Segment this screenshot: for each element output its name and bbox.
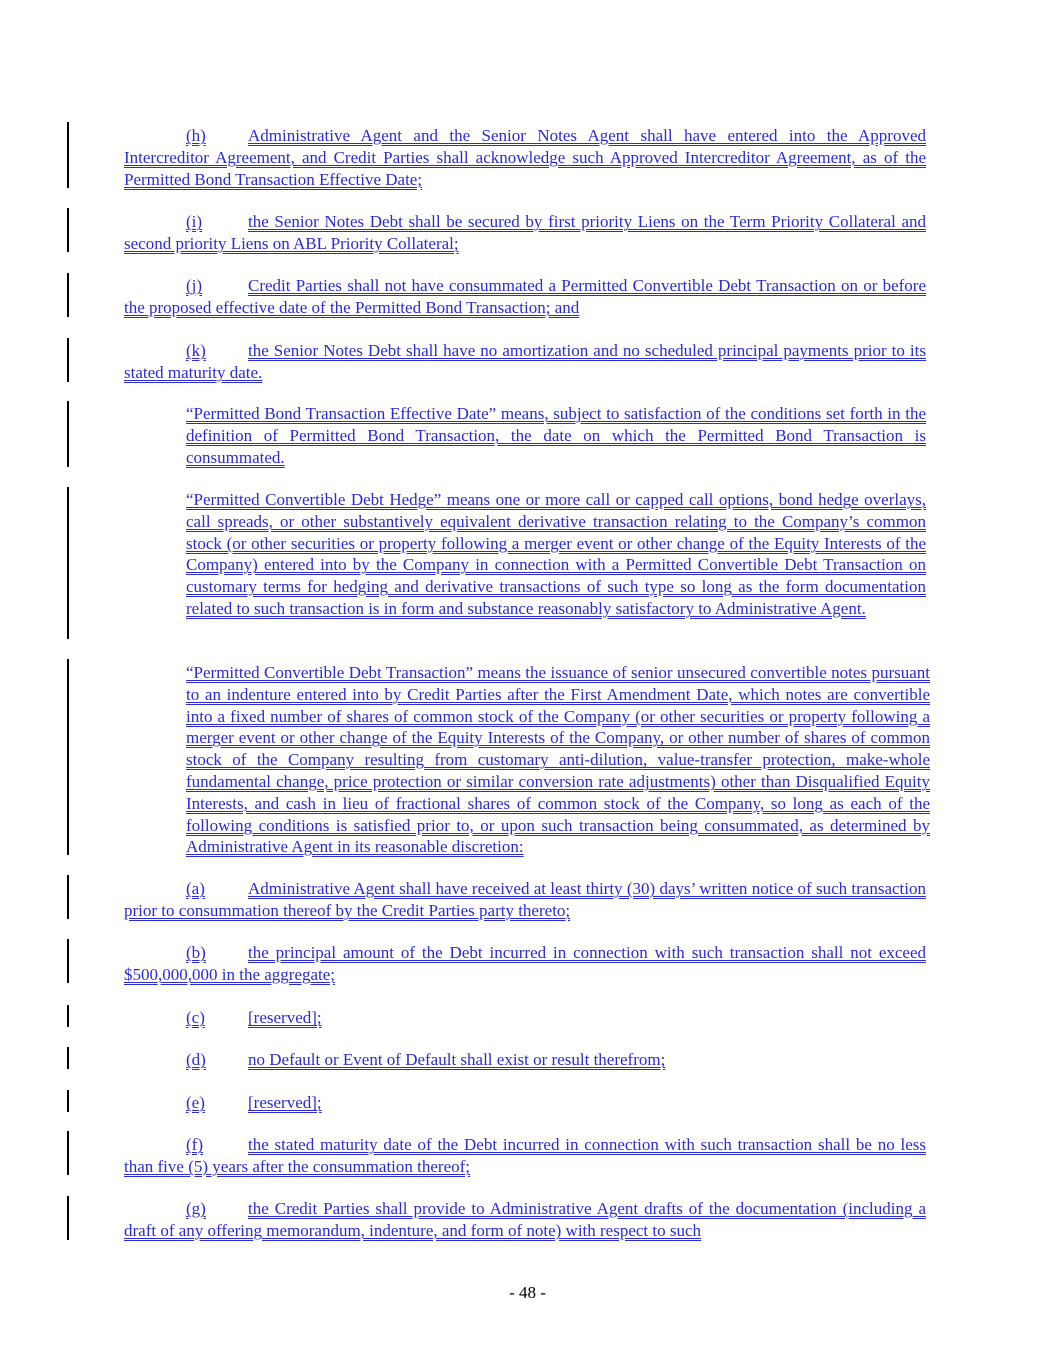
clause-label: (i) [186, 212, 203, 231]
definition-text: “Permitted Convertible Debt Transaction” means the issuance of senior unsecured convertible notes pursuant to an indenture entered into by Credit Parties after the First Amendment Date, which notes are convertible into a fixed number of shares of common stock of the Company (or other securities or property following a merger event or other change of the Equity Interests of the Company, or other number of shares of common stock of the Company resulting from customary anti-dilution, value-transfer protection, make-whole fundamental change, price protection or similar conversion rate adjustments) other than Disqualified Equity Interests, and cash in lieu of fractional shares of common stock of the Company, so long as each of the following conditions is satisfied prior to, or upon such transaction being consummated, as determined by Administrative Agent in its reasonable discretion: [186, 663, 930, 857]
clause-text: the Senior Notes Debt shall have no amortization and no scheduled principal payments prior to its stated maturity date. [124, 341, 926, 382]
clause-label: (h) [186, 126, 206, 145]
change-bar [67, 875, 69, 919]
clause-text: the principal amount of the Debt incurred in connection with such transaction shall not exceed $500,000,000 in the aggregate; [124, 943, 926, 984]
change-bar [67, 1196, 69, 1240]
change-bar [67, 1131, 69, 1175]
clause-text: the stated maturity date of the Debt incurred in connection with such transaction shall be no less than five (5) years after the consummation thereof; [124, 1135, 926, 1176]
page-number: - 48 - [509, 1283, 546, 1302]
definition-convertible-debt-hedge [124, 489, 926, 620]
clause-label: (e) [186, 1093, 205, 1112]
clause-label: (b) [186, 943, 206, 962]
change-bar [67, 659, 69, 855]
clause-i [124, 211, 926, 255]
change-bar [67, 939, 69, 983]
clause-text: Credit Parties shall not have consummated a Permitted Convertible Debt Transaction on or before the proposed effective date of the Permitted Bond Transaction; and [124, 276, 926, 317]
clause-b [124, 942, 926, 986]
clause-g [124, 1198, 926, 1242]
clause-label: (d) [186, 1050, 206, 1069]
clause-f [124, 1134, 926, 1178]
definition-text: “Permitted Convertible Debt Hedge” means one or more call or capped call options, bond hedge overlays, call spreads, or other substantively equivalent derivative transaction relating to the Company’s common stock (or other securities or property following a merger event or other change of the Equity Interests of the Company) entered into by the Company in connection with a Permitted Convertible Debt Transaction on customary terms for hedging and derivative transactions of such type so long as the form documentation related to such transaction is in form and substance reasonably satisfactory to Administrative Agent. [186, 490, 926, 618]
clause-label: (f) [186, 1135, 203, 1154]
change-bar [67, 273, 69, 317]
definition-convertible-debt-transaction [124, 662, 930, 858]
clause-label: (c) [186, 1008, 205, 1027]
clause-text: the Credit Parties shall provide to Administrative Agent drafts of the documentation (including a draft of any offering memorandum, indenture, and form of note) with respect to such [124, 1199, 926, 1240]
change-bar [67, 122, 69, 188]
change-bar [67, 487, 69, 639]
change-bar [67, 401, 69, 467]
clause-text: Administrative Agent and the Senior Notes Agent shall have entered into the Approved Intercreditor Agreement, and Credit Parties shall acknowledge such Approved Intercreditor Agreement, as of the Permitted Bond Transaction Effective Date; [124, 126, 926, 189]
clause-text: [reserved]; [248, 1008, 322, 1027]
clause-text: Administrative Agent shall have received at least thirty (30) days’ written notice of such transaction prior to consummation thereof by the Credit Parties party thereto; [124, 879, 926, 920]
definition-text: “Permitted Bond Transaction Effective Date” means, subject to satisfaction of the conditions set forth in the definition of Permitted Bond Transaction, the date on which the Permitted Bond Transaction is consummated. [186, 404, 926, 467]
change-bar [67, 1005, 69, 1027]
clause-label: (a) [186, 879, 205, 898]
clause-d [124, 1049, 926, 1071]
clause-text: no Default or Event of Default shall exist or result therefrom; [248, 1050, 666, 1069]
change-bar [67, 208, 69, 252]
clause-a [124, 878, 926, 922]
definition-bond-transaction-effective-date [124, 403, 926, 468]
clause-text: [reserved]; [248, 1093, 322, 1112]
clause-j [124, 275, 926, 319]
clause-text: the Senior Notes Debt shall be secured by first priority Liens on the Term Priority Collateral and second priority Liens on ABL Priority Collateral; [124, 212, 926, 253]
clause-label: (k) [186, 341, 206, 360]
clause-label: (g) [186, 1199, 206, 1218]
change-bar [67, 338, 69, 382]
clause-h [124, 125, 926, 190]
clause-e [124, 1092, 926, 1114]
change-bar [67, 1090, 69, 1112]
change-bar [67, 1047, 69, 1069]
clause-c [124, 1007, 926, 1029]
clause-k [124, 340, 926, 384]
clause-label: (j) [186, 276, 203, 295]
